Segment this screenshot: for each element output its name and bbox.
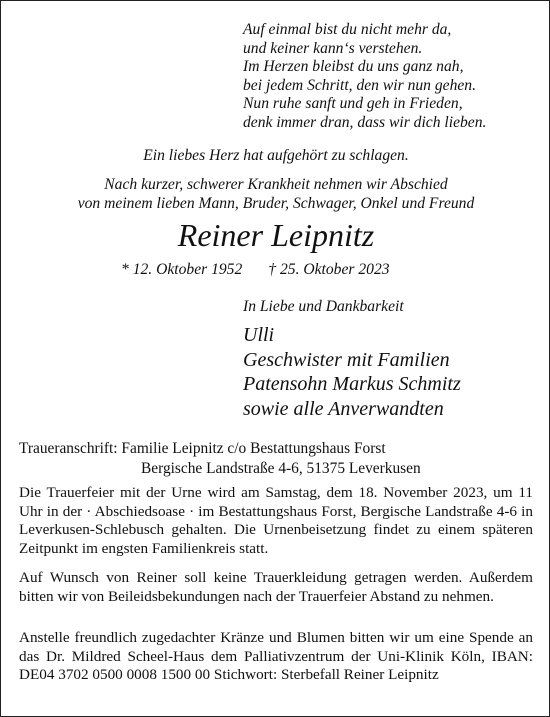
birth-date: * 12. Oktober 1952 <box>121 261 243 278</box>
poem-line: denk immer dran, dass wir dich lieben. <box>243 113 487 131</box>
intro-line-heart: Ein liebes Herz hat aufgehört zu schlagen. <box>143 147 409 164</box>
mourner: Geschwister mit Familien <box>243 348 450 371</box>
death-date: † 25. Oktober 2023 <box>268 261 390 278</box>
intro-line-farewell: Nach kurzer, schwerer Krankheit nehmen wir Abschied <box>104 176 448 193</box>
mourning-address <box>19 439 421 479</box>
address-line-2: Bergische Landstraße 4-6, 51375 Leverkusen <box>141 460 421 477</box>
thanks-line: In Liebe und Dankbarkeit <box>243 298 404 315</box>
mourner: sowie alle Anverwandten <box>243 397 444 420</box>
mourner: Ulli <box>243 324 275 346</box>
donation-paragraph: Anstelle freundlich zugedachter Kränze und Blumen bitten wir um eine Spende an das Dr. Mildred Scheel-Haus dem Palliativzentrum der Uni-Klinik Köln, IBAN: DE04 3702 0500 0008 1500 00 Stichwort: Sterbefall Reiner Leipnitz <box>19 629 533 684</box>
poem-line: und keiner kann‘s verstehen. <box>243 39 423 57</box>
intro-line-relations: von meinem lieben Mann, Bruder, Schwager, Onkel und Freund <box>77 195 475 212</box>
deceased-name: Reiner Leipnitz <box>177 217 375 253</box>
poem-line: Auf einmal bist du nicht mehr da, <box>243 21 452 38</box>
clothing-paragraph: Auf Wunsch von Reiner soll keine Trauerkleidung getragen werden. Außerdem bitten wir von Beileidsbekundungen nach der Trauerfeier Abstand zu nehmen. <box>19 569 533 605</box>
poem-line: Nun ruhe sanft und geh in Frieden, <box>243 95 463 113</box>
mourners-list <box>243 323 461 421</box>
mourner: Patensohn Markus Schmitz <box>243 373 461 395</box>
poem-line: Im Herzen bleibst du uns ganz nah, <box>243 58 464 76</box>
ceremony-paragraph: Die Trauerfeier mit der Urne wird am Samstag, dem 18. November 2023, um 11 Uhr in der · Abschiedsoase · im Bestattungshaus Forst, Bergische Landstraße 4-6 in Leverkusen-Schlebusch gehalten. Die Urnenbeisetzung findet zu einem späteren Zeitpunkt im engsten Familienkreis statt. <box>19 484 533 557</box>
poem <box>243 21 486 133</box>
address-line-1: Traueranschrift: Familie Leipnitz c/o Bestattungshaus Forst <box>19 440 386 457</box>
life-dates <box>121 261 390 279</box>
poem-line: bei jedem Schritt, den wir nun gehen. <box>243 76 476 94</box>
